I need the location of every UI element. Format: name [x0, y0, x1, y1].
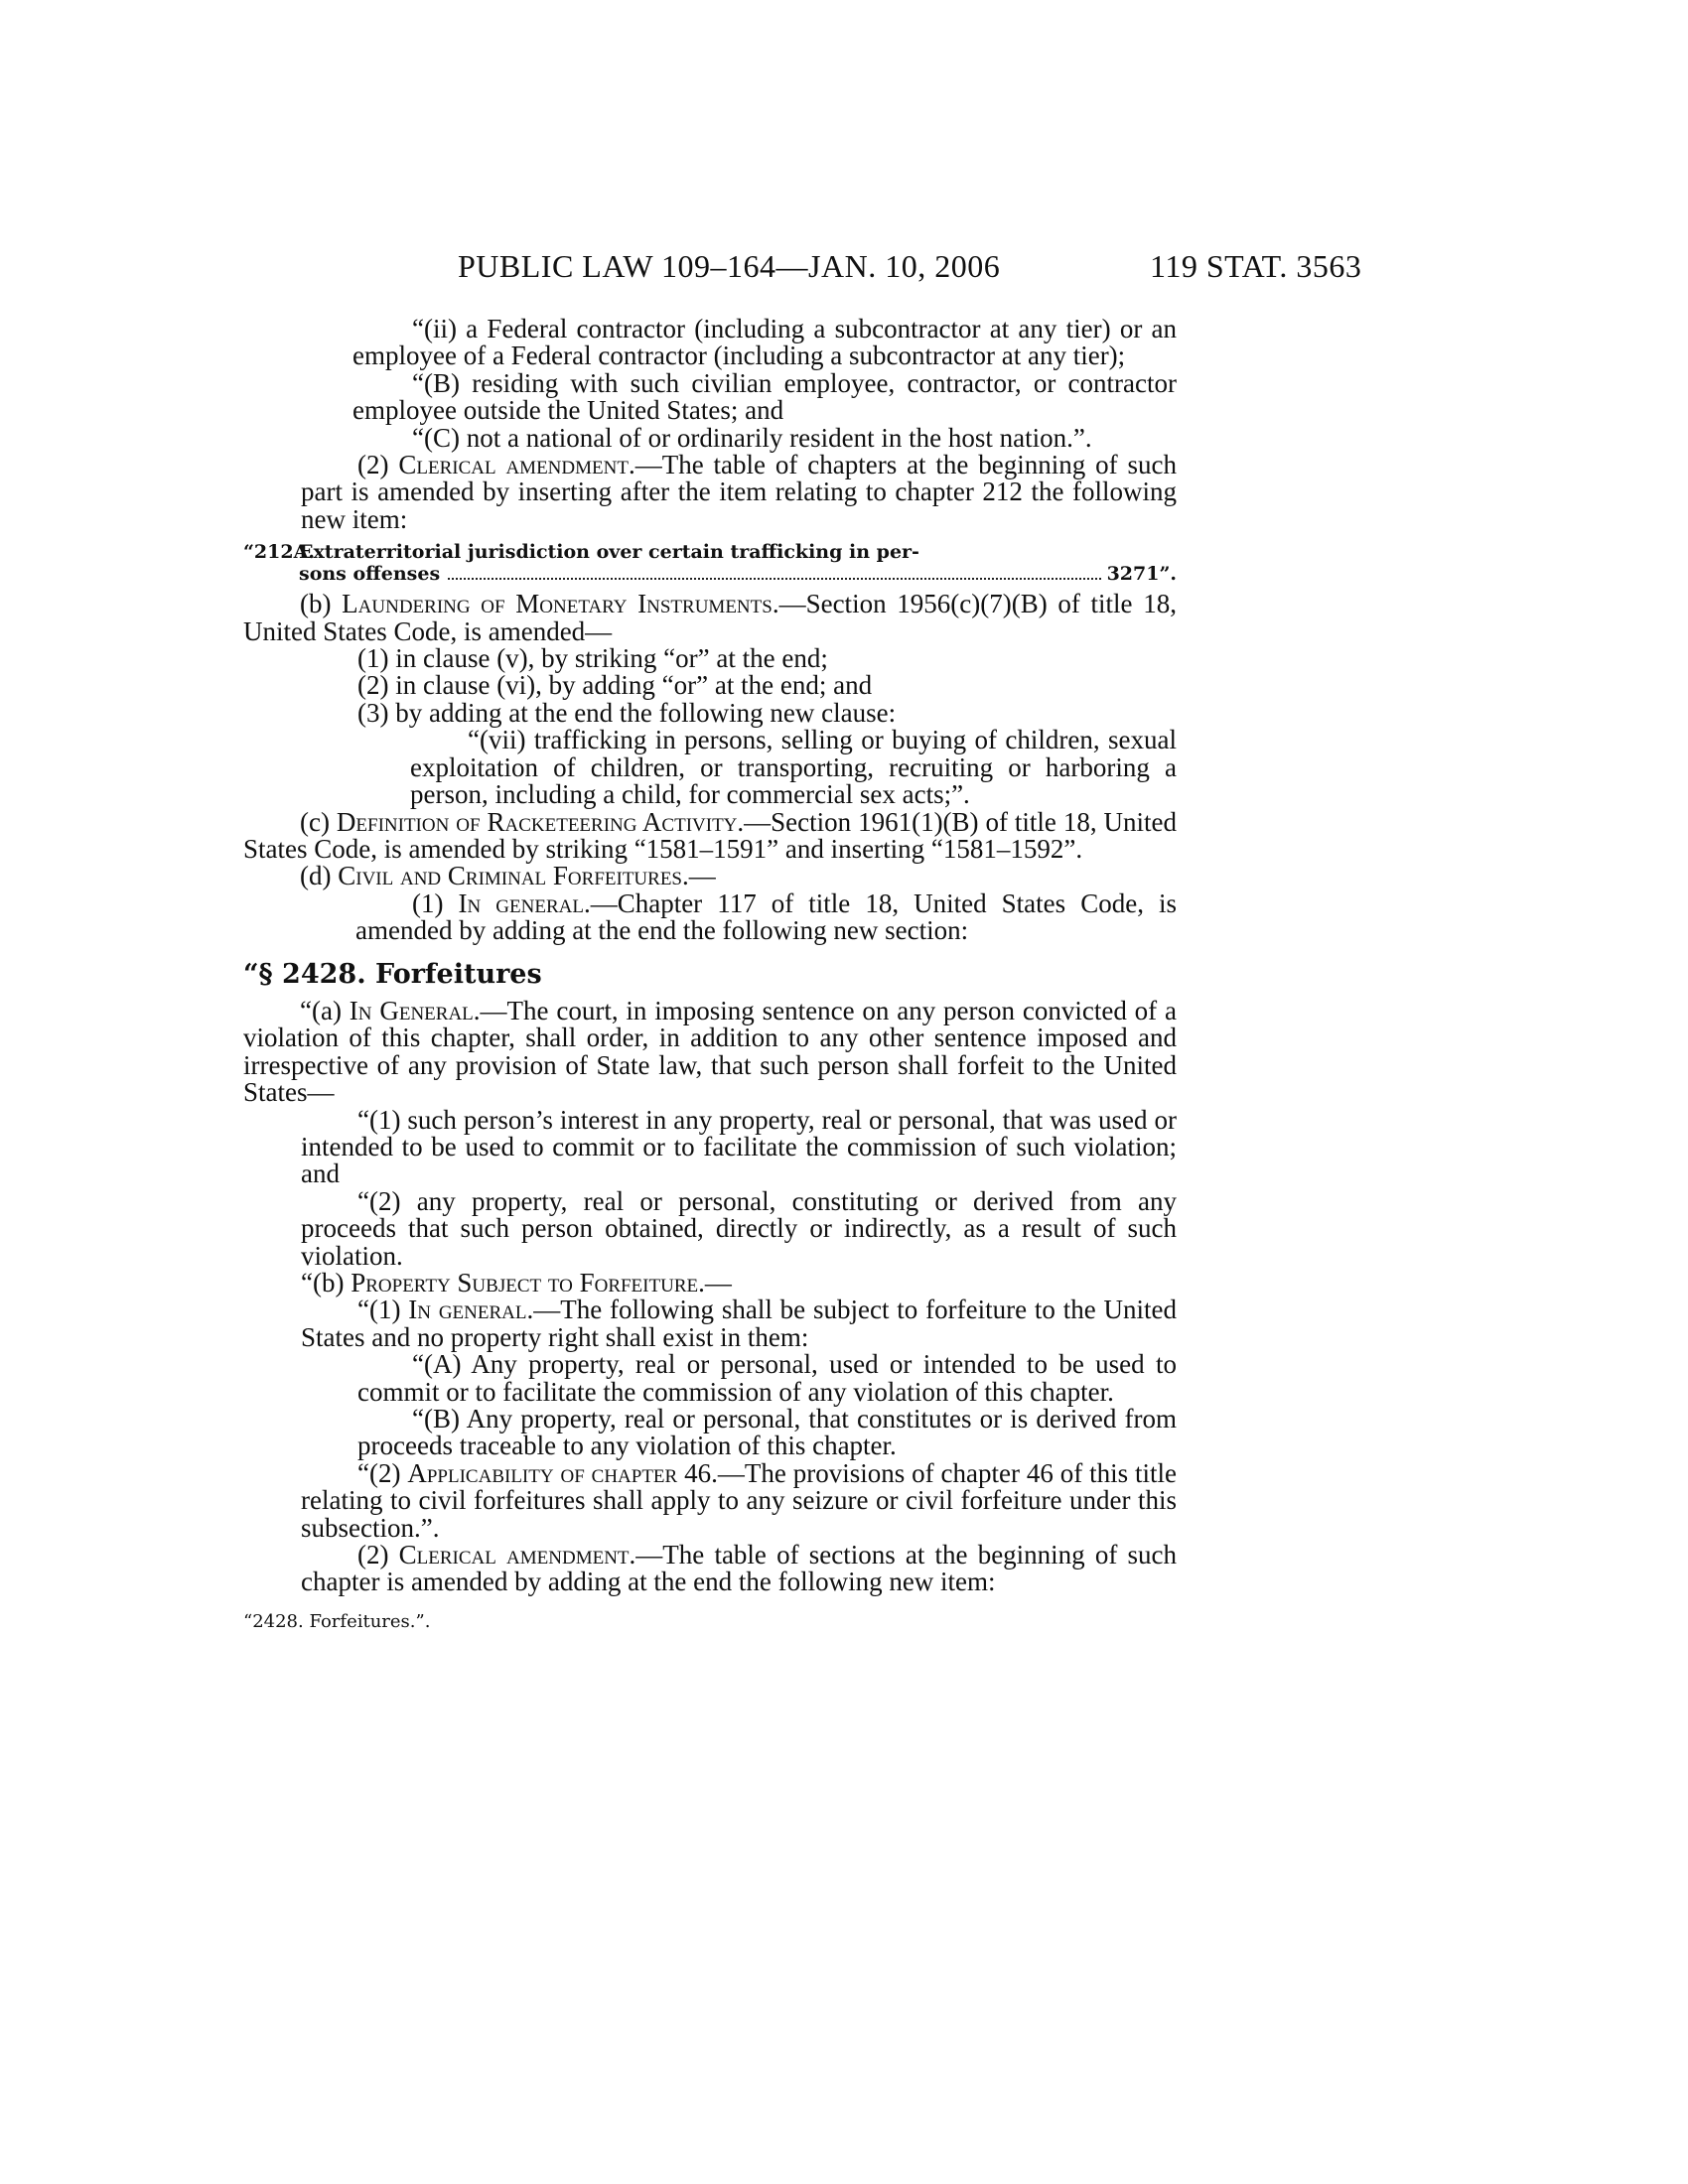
section-subsection-a: [243, 995, 1177, 1108]
text: .—The court, in imposing sentence on any person convicted of a violation of this chapter, shall order, in addition to any other sentence imposed and irrespective of any provision of State law, that such person shall forfeit to the United States—: [243, 995, 1177, 1108]
toc-text-continued: sons offenses: [299, 563, 441, 586]
subsection-d: [243, 863, 1177, 889]
clause-vii: “(vii) trafficking in persons, selling or buying of children, sexual exploitation of children, or transporting, recruiting or harboring a person, including a child, for commercial sex acts;”.: [410, 725, 1177, 810]
label: “(2): [357, 1457, 408, 1488]
leader-dots: [448, 578, 1100, 580]
text: .—The provisions of chapter 46 of this title relating to civil forfeitures shall apply to any seizure or civil forfeiture under this subsection.”.: [301, 1457, 1177, 1543]
heading: Clerical amendment: [398, 450, 629, 480]
label: “(b): [301, 1268, 352, 1297]
running-header-page: 119 STAT. 3563: [1150, 248, 1362, 284]
text: .—Section 1956(c)(7)(B) of title 18, United States Code, is amended—: [243, 589, 1177, 646]
clause-B: “(B) residing with such civilian employee, contractor, or contractor employee outside the United States; and: [352, 367, 1177, 426]
section-b-paragraph-2: [301, 1457, 1177, 1543]
label: (2): [357, 450, 399, 480]
text: .—: [698, 1268, 732, 1297]
section-subsection-b: [301, 1270, 1177, 1297]
section-b-clause-B: “(B) Any property, real or personal, that constitutes or is derived from proceeds traceable to any violation of this chapter.: [357, 1404, 1177, 1461]
item-2: (2) in clause (vi), by adding “or” at the end; and: [357, 670, 873, 701]
text: .—The table of chapters at the beginning of such part is amended by inserting after the item relating to chapter 212 the following new item:: [301, 450, 1177, 534]
heading: Clerical amendment: [398, 1540, 630, 1570]
label: (2): [357, 1540, 399, 1570]
paragraph-d2-clerical-amendment: [301, 1542, 1177, 1596]
section-b-paragraph-1: [301, 1297, 1177, 1351]
subsection-b: [243, 591, 1177, 645]
text: .—The following shall be subject to forfeiture to the United States and no property right shall exist in them:: [301, 1295, 1178, 1352]
label: (d): [300, 861, 339, 891]
paragraph-d1: [301, 887, 1177, 946]
text: .—: [682, 861, 716, 891]
document-body: [243, 314, 1178, 1635]
section-item-2: “(2) any property, real or personal, constituting or derived from any proceeds that such person obtained, directly or indirectly, as a result of such violation.: [301, 1185, 1177, 1271]
section-b-clause-A: “(A) Any property, real or personal, used or intended to be used to commit or to facilitate the commission of any violation of this chapter.: [357, 1349, 1177, 1407]
label: (1): [412, 887, 459, 918]
chapter-table-item: [243, 541, 1177, 585]
section-table-item: “2428. Forfeitures.”.: [243, 1610, 431, 1632]
label: “(1): [357, 1295, 409, 1325]
heading: In general: [408, 1295, 527, 1325]
toc-page: 3271”.: [1106, 563, 1177, 586]
text: .—Chapter 117 of title 18, United States Code, is amended by adding at the end the following new section:: [355, 887, 1177, 946]
heading: Laundering of Monetary Instruments: [342, 589, 773, 619]
paragraph-clerical-amendment-1: [301, 452, 1177, 533]
label: (b): [300, 589, 343, 619]
text: .—Section 1961(1)(B) of title 18, United States Code, is amended by striking “1581–1591” and inserting “1581–1592”.: [243, 806, 1177, 864]
running-header-title: PUBLIC LAW 109–164—JAN. 10, 2006: [458, 248, 1001, 284]
section-item-1: “(1) such person’s interest in any property, real or personal, that was used or intended to be used to commit or to facilitate the commission of such violation; and: [301, 1104, 1177, 1189]
section-heading: “§ 2428. Forfeitures: [243, 958, 542, 990]
text: .—The table of sections at the beginning of such chapter is amended by adding at the end the following new item:: [301, 1540, 1177, 1597]
heading: Property Subject to Forfeiture: [351, 1268, 699, 1297]
item-3: (3) by adding at the end the following new clause:: [357, 697, 897, 728]
heading: Definition of Racketeering Activity: [336, 806, 738, 837]
heading: In general: [458, 887, 584, 918]
toc-text: Extraterritorial jurisdiction over certain trafficking in per-: [299, 541, 919, 564]
clause-C: “(C) not a national of or ordinarily resident in the host nation.”.: [412, 422, 1092, 453]
toc-number: “212A.: [243, 541, 315, 564]
heading: Civil and Criminal Forfeitures: [338, 861, 682, 891]
label: (c): [300, 806, 337, 837]
clause-ii: “(ii) a Federal contractor (including a subcontractor at any tier) or an employee of a Federal contractor (including a subcontractor at any tier);: [352, 314, 1177, 371]
item-1: (1) in clause (v), by striking “or” at the end;: [357, 643, 828, 674]
heading: In General: [349, 995, 474, 1025]
label: “(a): [300, 995, 350, 1025]
heading: Applicability of chapter 46: [407, 1457, 712, 1488]
subsection-c: [243, 806, 1177, 864]
